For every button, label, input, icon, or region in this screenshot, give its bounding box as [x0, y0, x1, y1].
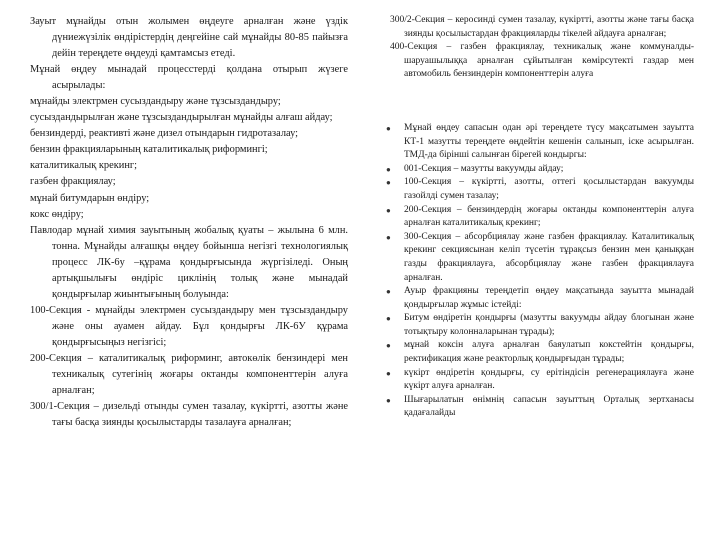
list-item: ● 200-Секция – бензиндердің жоғары октанды компоненттерін алуға арналған каталитикалық крекинг; — [386, 204, 694, 229]
bullet-icon: ● — [386, 341, 391, 351]
bullet-icon: ● — [386, 368, 391, 378]
left-column — [30, 14, 348, 431]
section-300-1: 300/1-Секция – дизельді отынды сумен тазалау, күкіртті, азотты және тағы басқа зиянды қосылыстарды тазалауға арналған; — [30, 401, 348, 429]
list-item: ● Битум өндіретін қондырғы (мазутты вакуумды айдау блогынан және тотықтыру колонналарынан тұрады); — [386, 313, 694, 337]
process-item: каталитикалық крекинг; — [30, 160, 138, 172]
list-item: ● Ауыр фракцияны тереңдетіп өңдеу мақсатында зауытта мынадай қондырғылар жұмыс істейді: — [386, 286, 694, 310]
capacity-paragraph: Павлодар мұнай химия зауытының жобалық қуаты – жылына 6 млн. тонна. Мұнайды алғашқы өңдеу бойынша негізгі технологиялық процесс ЛК-6у –құрама қондырғысында жүргізіледі. Оның артықшылығы өндіріс циклінің толық және мынадай қондырғылар жиынтығының болуында: — [30, 224, 348, 300]
bullet-list — [386, 122, 694, 421]
list-item: ● күкірт өндіретін қондырғы, су ерітіндісін регенерациялауға және күкірт алуға арналған. — [386, 367, 694, 392]
section-400: 400-Секция – газбен фракциялау, техникалық және коммуналды-шаруашылыққа арналған сұйытылған көмірсутекті газдар мен автомобиль бензиндерін компоненттерін алуға — [390, 42, 694, 80]
bullet-icon: ● — [386, 395, 391, 405]
bullet-icon: ● — [386, 178, 391, 188]
list-item: ● мұнай коксін алуға арналған баяулатып кокстейтін қондырғы, ректификация және реакторлық қондырғыдан тұрады; — [386, 340, 694, 365]
process-item: бензин фракцияларының каталитикалық риформингі; — [30, 144, 268, 156]
process-item: мұнайды электрмен сусыздандыру және тұзсыздандыру; — [30, 96, 281, 108]
process-item: мұнай битумдарын өндіру; — [30, 192, 150, 204]
bullet-icon: ● — [386, 205, 391, 215]
right-column — [386, 14, 694, 421]
bullet-icon: ● — [386, 123, 391, 133]
processes-intro: Мұнай өңдеу мынадай процесстерді қолдана отырып жүзеге асырылады: — [30, 64, 348, 92]
list-item: ● 001-Секция – мазутты вакуумды айдау; — [386, 163, 694, 177]
right-intro — [386, 14, 694, 82]
section-200: 200-Секция – каталитикалық риформинг, автокөлік бензиндері мен техникалық сутегінің жоғары октанды компоненттерін алуға арналған; — [30, 352, 348, 397]
process-item: бензиндерді, реактивті және дизел отындарын гидротазалау; — [30, 128, 299, 140]
process-item: газбен фракциялау; — [30, 176, 116, 188]
list-item: ● 100-Секция – күкіртті, азотты, оттегі қосылыстардан вакуумды газойлді сумен тазалау; — [386, 177, 694, 201]
section-300-2: 300/2-Секция – керосинді сумен тазалау, күкіртті, азотты және тағы басқа зиянды қосылыстардан фракцияларды тікелей айдауға арналған; — [390, 15, 694, 39]
process-item: сусыздандырылған және тұзсыздандырылған мұнайды алғаш айдау; — [30, 112, 333, 124]
section-100: 100-Секция - мұнайды электрмен сусыздандыру мен тұзсыздандыру және оны ауамен айдау. Бұл қондырғы ЛК-6У құрама қондырғысыңыз негізгісі; — [30, 304, 348, 348]
list-item: ● Мұнай өңдеу сапасын одан әрі тереңдете түсу мақсатымен зауытта КТ-1 мазутты тереңдете өңдейтін кешенін салынып, іске асырылған. ТМД-да бірінші салынған бірегей кондыргы: — [386, 122, 694, 161]
bullet-icon: ● — [386, 314, 391, 324]
bullet-icon: ● — [386, 232, 391, 242]
list-item: ● 300-Секция – абсорбциялау және газбен фракциялау. Каталитикалық крекинг секциясынан келіп түсетін тұрақсыз бензин мен қаныққан газды фракциялауға, абсорбциялау және газбен фракциялауға арналған. — [386, 231, 694, 283]
process-item: кокс өндіру; — [30, 208, 84, 220]
bullet-icon: ● — [386, 164, 391, 174]
list-item: ● Шығарылатын өнімнің сапасын зауыттың Орталық зертханасы қадағалайды — [386, 394, 694, 419]
bullet-icon: ● — [386, 287, 391, 297]
intro-paragraph: Зауыт мұнайды отын жолымен өңдеуге арналған және үздік дүниежүзілік өндірістердің деңгейіне сай мұнайды 80-85 пайызға дейін тереңдете өңдеуді қамтамсыз етеді. — [30, 16, 348, 60]
